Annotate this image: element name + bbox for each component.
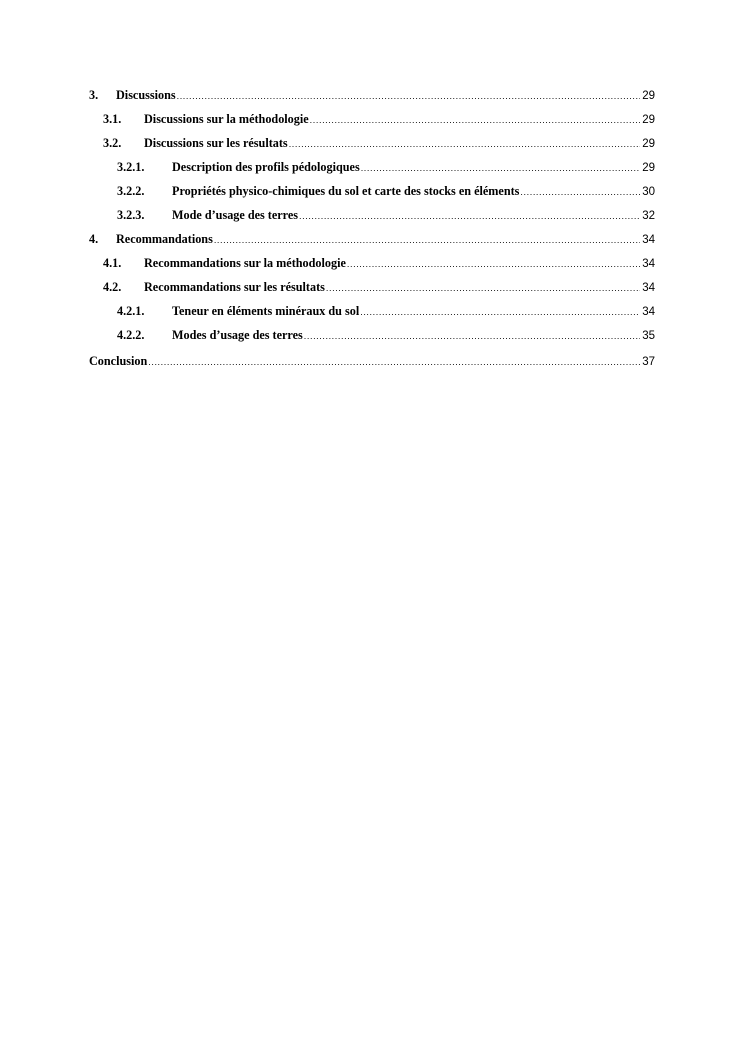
dot-leader: [299, 211, 640, 221]
toc-entry-page: 29: [642, 114, 655, 126]
toc-entry-page: 34: [642, 306, 655, 318]
toc-entry-page: 29: [642, 138, 655, 150]
dot-leader: [520, 187, 640, 197]
toc-entry-page: 34: [642, 258, 655, 270]
toc-entry-number: 4.2.: [103, 280, 122, 294]
dot-leader: [289, 139, 641, 149]
dot-leader: [304, 331, 640, 341]
toc-entry-number: 4.: [89, 232, 99, 246]
toc-entry[interactable]: [117, 184, 655, 202]
toc-entry-title: Conclusion: [89, 354, 148, 368]
toc-entry-number: 4.1.: [103, 256, 122, 270]
toc-entry[interactable]: [103, 280, 655, 298]
toc-entry-page: 29: [642, 90, 655, 102]
toc-entry-number: 3.2.1.: [117, 160, 145, 174]
toc-entry[interactable]: [117, 208, 655, 226]
toc-entry-page: 32: [642, 210, 655, 222]
toc-entry-page: 34: [642, 282, 655, 294]
toc-entry-title: Description des profils pédologiques: [172, 160, 360, 174]
toc-entry[interactable]: [117, 304, 655, 322]
dot-leader: [360, 307, 640, 317]
toc-entry[interactable]: [117, 328, 655, 346]
dot-leader: [361, 163, 641, 173]
toc-entry-title: Recommandations sur la méthodologie: [144, 256, 346, 270]
toc-entry-number: 3.2.3.: [117, 208, 145, 222]
toc-entry-title: Discussions sur les résultats: [144, 136, 288, 150]
toc-entry-title: Discussions: [116, 88, 176, 102]
toc-entry[interactable]: [89, 232, 655, 250]
toc-entry-number: 3.2.2.: [117, 184, 145, 198]
toc-entry-title: Discussions sur la méthodologie: [144, 112, 309, 126]
toc-entry-page: 29: [642, 162, 655, 174]
toc-entry-title: Teneur en éléments minéraux du sol: [172, 304, 360, 318]
dot-leader: [148, 357, 640, 367]
toc-entry[interactable]: [117, 160, 655, 178]
dot-leader: [310, 115, 641, 125]
toc-entry-title: Propriétés physico-chimiques du sol et carte des stocks en éléments: [172, 184, 520, 198]
toc-entry-page: 35: [642, 330, 655, 342]
dot-leader: [326, 283, 640, 293]
dot-leader: [347, 259, 640, 269]
toc-entry-number: 4.2.1.: [117, 304, 145, 318]
toc-entry-title: Recommandations sur les résultats: [144, 280, 325, 294]
toc-entry-title: Mode d’usage des terres: [172, 208, 299, 222]
dot-leader: [214, 235, 640, 245]
toc-entry-number: 3.1.: [103, 112, 122, 126]
toc-entry-title: Recommandations: [116, 232, 213, 246]
toc-entry[interactable]: [89, 88, 655, 106]
dot-leader: [177, 91, 641, 101]
toc-entry-page: 37: [642, 356, 655, 368]
toc-entry-number: 3.: [89, 88, 99, 102]
toc-entry-title: Modes d’usage des terres: [172, 328, 303, 342]
toc-entry-number: 3.2.: [103, 136, 122, 150]
toc-entry[interactable]: [103, 256, 655, 274]
toc-entry[interactable]: [89, 354, 655, 372]
toc-entry-page: 34: [642, 234, 655, 246]
toc-entry-number: 4.2.2.: [117, 328, 145, 342]
toc-entry[interactable]: [103, 112, 655, 130]
toc-entry[interactable]: [103, 136, 655, 154]
toc-entry-page: 30: [642, 186, 655, 198]
